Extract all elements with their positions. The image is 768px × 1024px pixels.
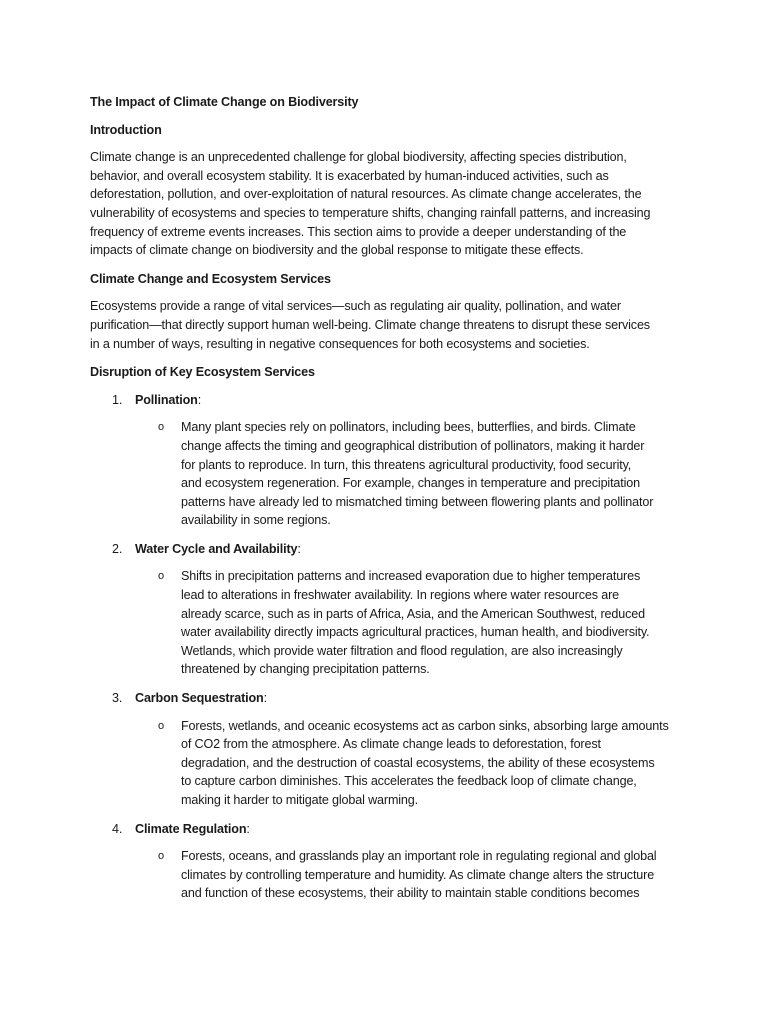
item-title: Pollination: [135, 392, 198, 407]
bullet-line: already scarce, such as in parts of Africa, Asia, and the American Southwest, reduced: [181, 606, 645, 621]
paragraph-introduction: [90, 148, 682, 260]
paragraph-line: purification—that directly support human well-being. Climate change threatens to disrupt these services: [90, 317, 650, 332]
item-number: 2.: [112, 541, 123, 556]
paragraph-line: deforestation, pollution, and over-exploitation of natural resources. As climate change accelerates, the: [90, 187, 642, 202]
bullet-line: lead to alterations in freshwater availability. In regions where water resources are: [181, 588, 619, 603]
bullet-marker: o: [158, 421, 165, 434]
numbered-item-carbon-sequestration: [90, 689, 682, 708]
paragraph-line: in a number of ways, resulting in negative consequences for both ecosystems and societies.: [90, 336, 590, 351]
paragraph-ecosystem-services: [90, 297, 682, 353]
bullet-pollination: [90, 418, 682, 530]
paragraph-line: impacts of climate change on biodiversity and the global response to mitigate these effects.: [90, 243, 584, 258]
bullet-line: availability in some regions.: [181, 513, 331, 528]
paragraph-line: Climate change is an unprecedented challenge for global biodiversity, affecting species distribution,: [90, 150, 627, 165]
document-page: [90, 93, 682, 913]
item-colon: :: [246, 821, 250, 836]
bullet-line: and ecosystem regeneration. For example, changes in temperature and precipitation: [181, 476, 640, 491]
item-colon: :: [297, 541, 301, 556]
section-heading-introduction: Introduction: [90, 122, 162, 137]
item-colon: :: [263, 691, 267, 706]
bullet-line: climates by controlling temperature and humidity. As climate change alters the structure: [181, 867, 655, 882]
bullet-marker: o: [158, 850, 165, 863]
bullet-line: Shifts in precipitation patterns and increased evaporation due to higher temperatures: [181, 569, 641, 584]
item-colon: :: [197, 392, 202, 407]
bullet-line: threatened by changing precipitation patterns.: [181, 662, 430, 677]
section-heading-disruption: Disruption of Key Ecosystem Services: [90, 365, 315, 380]
bullet-line: of CO2 from the atmosphere. As climate change leads to deforestation, forest: [181, 737, 601, 752]
bullet-marker: o: [158, 719, 165, 732]
bullet-climate-regulation: [90, 847, 682, 903]
bullet-line: Forests, oceans, and grasslands play an important role in regulating regional and global: [181, 849, 657, 864]
bullet-carbon-sequestration: [90, 717, 682, 810]
bullet-line: patterns have already led to mismatched timing between flowering plants and pollinator: [181, 494, 654, 509]
paragraph-line: frequency of extreme events increases. This section aims to provide a deeper understanding of the: [90, 224, 627, 239]
numbered-item-water-cycle: [90, 540, 682, 559]
bullet-line: to capture carbon diminishes. This accelerates the feedback loop of climate change,: [181, 774, 637, 789]
numbered-item-pollination: [90, 391, 682, 410]
item-number: 1.: [112, 392, 123, 407]
paragraph-line: Ecosystems provide a range of vital services—such as regulating air quality, pollination, and water: [90, 299, 621, 314]
document-title: The Impact of Climate Change on Biodiversity: [90, 95, 359, 109]
paragraph-line: behavior, and overall ecosystem stability. It is exacerbated by human-induced activities, such as: [90, 168, 609, 183]
paragraph-line: vulnerability of ecosystems and species to temperature shifts, changing rainfall patterns, and increasing: [90, 205, 651, 220]
item-title: Water Cycle and Availability: [135, 541, 298, 556]
bullet-line: and function of these ecosystems, their ability to maintain stable conditions becomes: [181, 886, 640, 901]
numbered-item-climate-regulation: [90, 820, 682, 839]
bullet-line: degradation, and the destruction of coastal ecosystems, the ability of these ecosystems: [181, 755, 655, 770]
bullet-water-cycle: [90, 567, 682, 679]
bullet-line: change affects the timing and geographical distribution of pollinators, making it harder: [181, 438, 645, 453]
item-number: 4.: [112, 821, 123, 836]
bullet-marker: o: [158, 570, 165, 583]
bullet-line: Wetlands, which provide water filtration and flood regulation, are also increasingly: [181, 643, 623, 658]
section-heading-ecosystem-services: Climate Change and Ecosystem Services: [90, 271, 331, 286]
item-title: Carbon Sequestration: [135, 691, 264, 706]
bullet-line: water availability directly impacts agricultural practices, human health, and biodiversity.: [181, 625, 650, 640]
bullet-line: making it harder to mitigate global warming.: [181, 793, 418, 807]
item-number: 3.: [112, 691, 123, 706]
item-title: Climate Regulation: [135, 821, 247, 836]
bullet-line: Forests, wetlands, and oceanic ecosystems act as carbon sinks, absorbing large amounts: [181, 718, 669, 733]
bullet-line: Many plant species rely on pollinators, including bees, butterflies, and birds. Climate: [181, 420, 636, 435]
bullet-line: for plants to reproduce. In turn, this threatens agricultural productivity, food security,: [181, 457, 632, 472]
